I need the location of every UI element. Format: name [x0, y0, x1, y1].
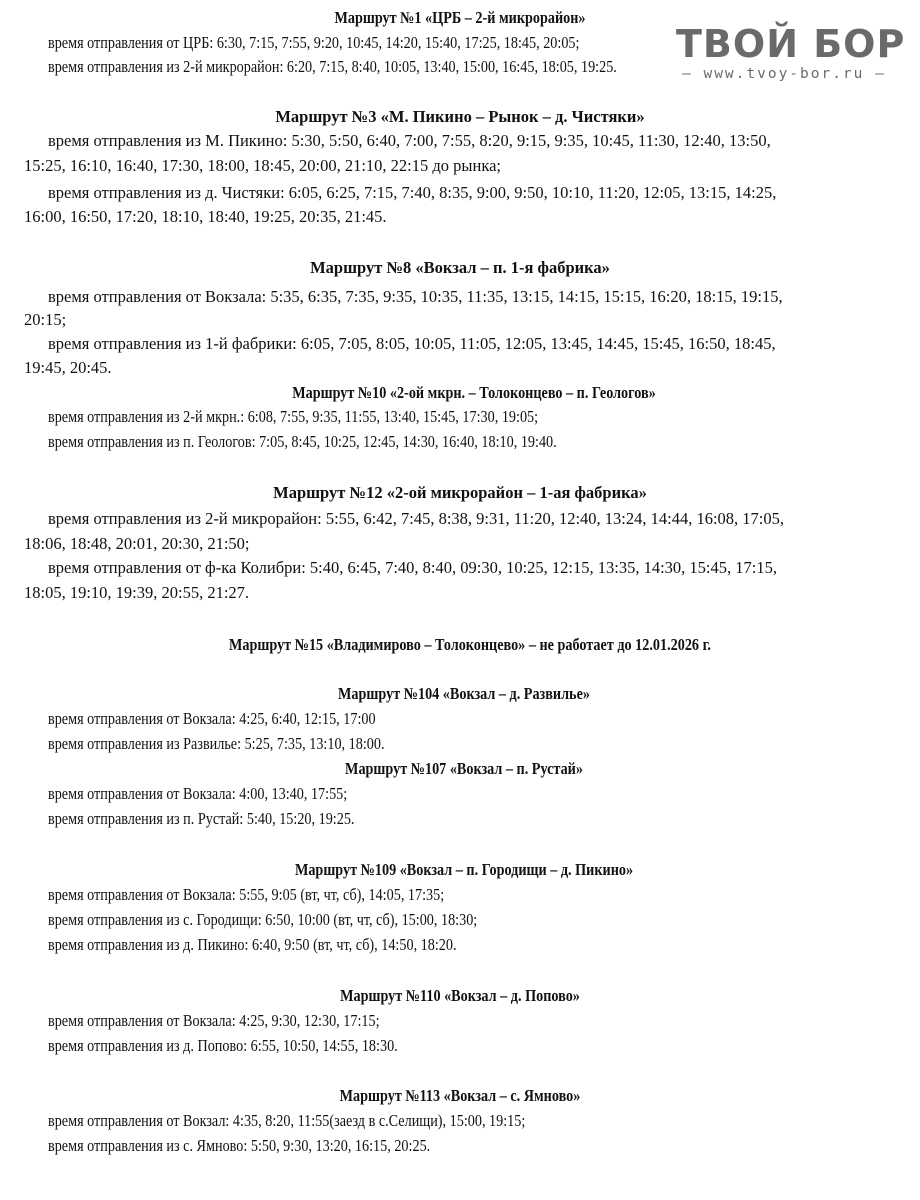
schedule-line: 15:25, 16:10, 16:40, 17:30, 18:00, 18:45, 20:00, 21:10, 22:15 до рынка; — [24, 156, 501, 175]
watermark-url: – www.tvoy-bor.ru – — [682, 66, 886, 82]
schedule-line: время отправления от ЦРБ: 6:30, 7:15, 7:55, 9:20, 10:45, 14:20, 15:40, 17:25, 18:45, 20:05; — [48, 33, 580, 52]
route-title: Маршрут №110 «Вокзал – д. Попово» — [340, 986, 580, 1005]
route-title: Маршрут №109 «Вокзал – п. Городищи – д. Пикино» — [294, 860, 634, 879]
watermark-title: ТВОЙ БОР — [676, 22, 906, 66]
route-title: Маршрут №10 «2-ой мкрн. – Толоконцево – п. Геологов» — [292, 383, 656, 402]
schedule-line: 20:15; — [24, 310, 67, 329]
route-title: Маршрут №1 «ЦРБ – 2-й микрорайон» — [334, 8, 586, 27]
schedule-line: время отправления из 2-й мкрн.: 6:08, 7:55, 9:35, 11:55, 13:40, 15:45, 17:30, 19:05; — [48, 407, 539, 426]
schedule-line: время отправления от ф-ка Колибри: 5:40, 6:45, 7:40, 8:40, 09:30, 10:25, 12:15, 13:35, 14:30, 15:45, 17:15, — [48, 558, 777, 577]
schedule-line: время отправления из 2-й микрорайон: 5:55, 6:42, 7:45, 8:38, 9:31, 11:20, 12:40, 13:24, 14:44, 16:08, 17:05, — [48, 509, 785, 528]
route-title: Маршрут №104 «Вокзал – д. Развилье» — [338, 684, 590, 703]
schedule-line: время отправления из с. Ямново: 5:50, 9:30, 13:20, 16:15, 20:25. — [48, 1136, 431, 1155]
schedule-line: 19:45, 20:45. — [24, 358, 112, 377]
schedule-line: время отправления из д. Чистяки: 6:05, 6:25, 7:15, 7:40, 8:35, 9:00, 9:50, 10:10, 11:20, 12:05, 13:15, 14:25, — [48, 183, 777, 202]
route-title: Маршрут №15 «Владимирово – Толоконцево» – не работает до 12.01.2026 г. — [229, 635, 711, 654]
schedule-line: время отправления из п. Геологов: 7:05, 8:45, 10:25, 12:45, 14:30, 16:40, 18:10, 19:40. — [48, 432, 557, 451]
route-title: Маршрут №107 «Вокзал – п. Рустай» — [345, 759, 583, 778]
schedule-line: время отправления из п. Рустай: 5:40, 15:20, 19:25. — [48, 809, 355, 828]
schedule-line: время отправления из М. Пикино: 5:30, 5:50, 6:40, 7:00, 7:55, 8:20, 9:15, 9:35, 10:45, 11:30, 12:40, 13:50, — [48, 131, 771, 150]
schedule-line: время отправления из Развилье: 5:25, 7:35, 13:10, 18:00. — [48, 734, 385, 753]
schedule-line: время отправления от Вокзала: 5:55, 9:05 (вт, чт, сб), 14:05, 17:35; — [48, 885, 445, 904]
schedule-line: 16:00, 16:50, 17:20, 18:10, 18:40, 19:25, 20:35, 21:45. — [24, 207, 387, 226]
schedule-line: время отправления из д. Пикино: 6:40, 9:50 (вт, чт, сб), 14:50, 18:20. — [48, 935, 457, 954]
schedule-line: время отправления от Вокзала: 4:00, 13:40, 17:55; — [48, 784, 348, 803]
schedule-line: время отправления из д. Попово: 6:55, 10:50, 14:55, 18:30. — [48, 1036, 398, 1055]
schedule-line: время отправления от Вокзала: 5:35, 6:35, 7:35, 9:35, 10:35, 11:35, 13:15, 14:15, 15:15, 16:20, 18:15, 19:15, — [48, 287, 783, 306]
schedule-line: время отправления из с. Городищи: 6:50, 10:00 (вт, чт, сб), 15:00, 18:30; — [48, 910, 478, 929]
schedule-line: 18:05, 19:10, 19:39, 20:55, 21:27. — [24, 583, 250, 602]
route-title: Маршрут №12 «2-ой микрорайон – 1-ая фабрика» — [273, 483, 647, 502]
route-title: Маршрут №113 «Вокзал – с. Ямново» — [339, 1086, 581, 1105]
route-title: Маршрут №8 «Вокзал – п. 1-я фабрика» — [310, 258, 610, 277]
schedule-line: 18:06, 18:48, 20:01, 20:30, 21:50; — [24, 534, 250, 553]
schedule-line: время отправления из 1-й фабрики: 6:05, 7:05, 8:05, 10:05, 11:05, 12:05, 13:45, 14:45, 15:45, 16:50, 18:45, — [48, 334, 776, 353]
schedule-line: время отправления от Вокзала: 4:25, 6:40, 12:15, 17:00 — [48, 709, 376, 728]
watermark-logo — [676, 22, 906, 82]
schedule-line: время отправления от Вокзал: 4:35, 8:20, 11:55(заезд в с.Селищи), 15:00, 19:15; — [48, 1111, 526, 1130]
schedule-line: время отправления от Вокзала: 4:25, 9:30, 12:30, 17:15; — [48, 1011, 380, 1030]
schedule-line: время отправления из 2-й микрорайон: 6:20, 7:15, 8:40, 10:05, 13:40, 15:00, 16:45, 18:05, 19:25. — [48, 57, 617, 76]
route-title: Маршрут №3 «М. Пикино – Рынок – д. Чистяки» — [275, 107, 645, 126]
